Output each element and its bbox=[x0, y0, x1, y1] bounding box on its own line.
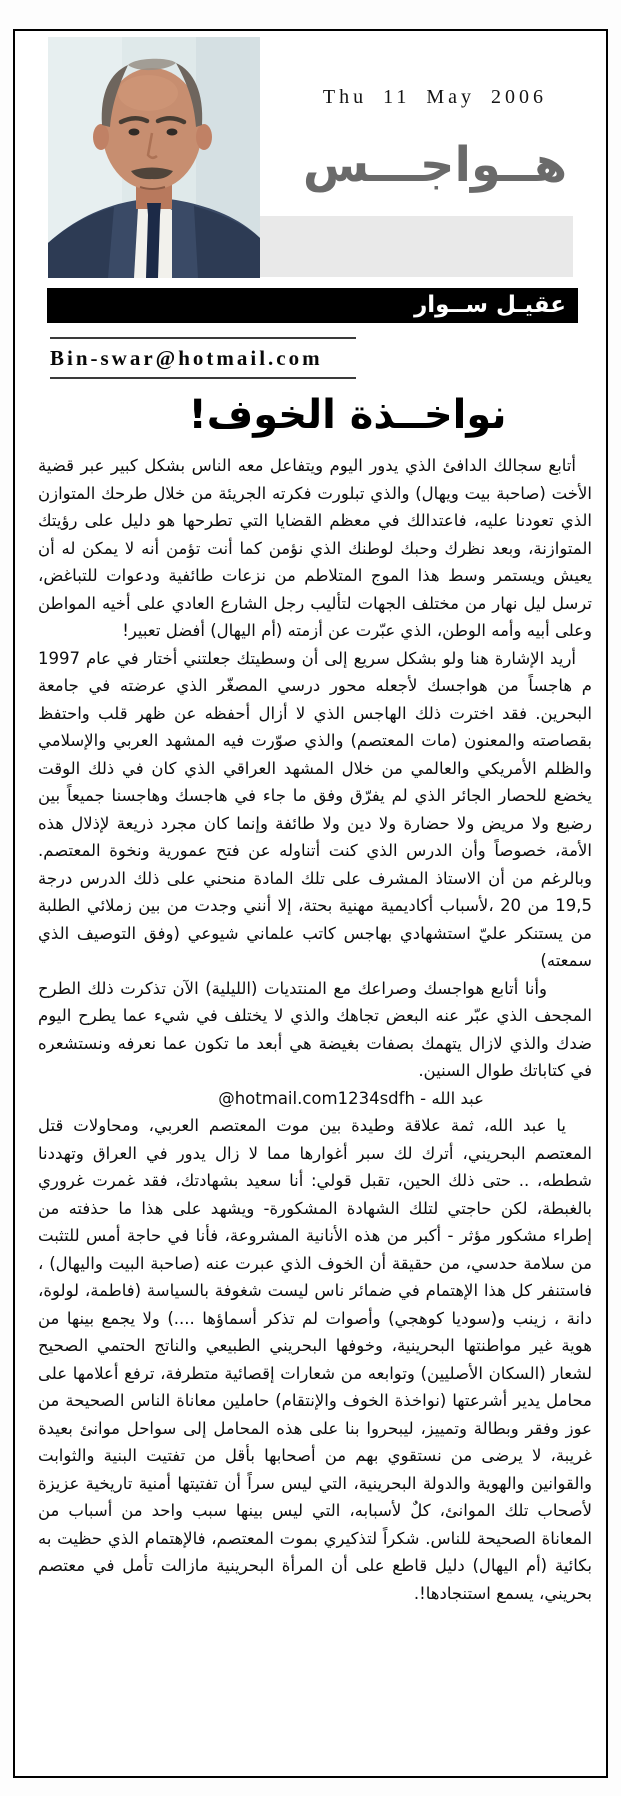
publication-date: Thu 11 May 2006 bbox=[322, 86, 548, 108]
author-name: عقيـل ســوار bbox=[414, 292, 566, 318]
paragraph-4: يا عبد الله، ثمة علاقة وطيدة بين موت المعتصم العربي، ومحاولات قتل المعتصم البحريني، أترك لك سبر أغوارها مما لا زال يدور في العراق وتهددنا شططه، .. حتى ذلك الحين، تقبل قولي: أنا سعيد بشهادتك، فقد غمرت غروري بالغبطة، لكن حاجتي لتلك الشهادة المشكورة- ويشهد على هذا ما حذفته من إطراء مشكور مؤثر - أكبر من هذه الأنانية المشروعة، فأنا في حاجة أمس للتثبت من سلامة حدسي، من حقيقة أن الخوف الذي عبرت عنه (صاحبة البيت واليهال) ، فاستنفر كل هذا الإهتمام في ضمائر ناس ليست شغوفة بالسياسة (فاطمة، لولوة، دانة ، زينب و(سوديا كوهجي) وأصوات لم تذكر أسماؤها ....) ولا يجمع بينها من هوية غير مواطنتها البحرينية، وخوفها البحريني الطبيعي والناتج الحتمي الصحيح لشعار (السكان الأصليين) وتوابعه من شعارات إقصائية متطرفة، ترفع أعلامها على محامل يدير أشرعتها (نواخذة الخوف والإنتقام) حاملين معاناة الناس الصحيحة من عوز وفقر وبطالة وتمييز، ليبحروا بنا على هذه المحامل إلى سواحل موانئ بعيدة غريبة، لا يرضى من نستقوي بهم من أصحابها بأقل من تفتيت البنية والثوابت والقوانين والهوية والدولة البحرينية، التي ليس سراً أن تفتيتها أمنية تاريخية عزيزة لأصحاب تلك الموانئ، كلٌ لأسبابه، التي ليس بينها سبب واحد من أسباب من المعاناة الصحيحة للناس. شكراً لتذكيري بموت المعتصم، فالإهتمام الذي حظيت به بكائية (أم اليهال) دليل قاطع على أن المرأة البحرينية مازالت تأمل في معتصم بحريني، يسمع استنجادها!. bbox=[38, 1116, 592, 1603]
article-headline: نواخــذة الخوف! bbox=[188, 392, 507, 438]
paragraph-2: أريد الإشارة هنا ولو بشكل سريع إلى أن وسطيتك جعلتني أختار في عام 1997 م هاجساً من هواجسك لأجعله محور درسي المصغّر الذي عرضته في جامعة البحرين. فقد اخترت ذلك الهاجس الذي لا أزال أحفظه عن ظهر قلب واحتفظ بقصاصته والمعنون (مات المعتصم) والذي صوّرت فيه المشهد العربي والإسلامي والظلم الأمريكي والعالمي من خلال المشهد العراقي الذي كان في ذلك الوقت يخضع للحصار الجائر الذي لم يفرّق وفق ما جاء في هاجسك وهاجسنا جميعاً بين رضيع ولا مريض ولا حضارة ولا دين ولا طائفة وإنما كان مجرد ذريعة لإذلال هذه الأمة، خصوصاً وأن الدرس الذي كنت أتناوله عن فتح عمورية ونخوة المعتصم. وبالرغم من أن الاستاذ المشرف على تلك المادة منحني على ذلك الدرس درجة 19,5 من 20 ،لأسباب أكاديمية مهنية بحتة، إلا أنني وجدت من بين زملائي الطلبة من يستنكر عليّ استشهادي بهاجس كاتب علماني شيوعي (وفق التوصيف الذي سمعته) bbox=[38, 648, 592, 970]
author-photo bbox=[48, 37, 260, 278]
author-email: Bin-swar@hotmail.com bbox=[50, 346, 323, 370]
column-title: هــواجـــس bbox=[302, 137, 568, 193]
email-block bbox=[50, 337, 356, 379]
article-body bbox=[38, 452, 592, 1607]
paragraph-3: وأنا أتابع هواجسك وصراعك مع المنتديات (الليلية) الآن تذكرت ذلك الطرح المجحف الذي عبّر عنه البعض تجاهك والذي لا يختلف في شيء عما يطرح اليوم ضدك والذي لازال يتهمك بصفات بغيضة هي أبعد ما تكون عما نعرفه ونستشعره في كتاباتك طوال السنين. bbox=[38, 978, 592, 1080]
article-frame bbox=[13, 29, 608, 1778]
author-bar bbox=[47, 288, 578, 323]
paragraph-1: أتابع سجالك الدافئ الذي يدور اليوم ويتفاعل معه الناس بشكل كبير عبر قضية الأخت (صاحبة بيت ويهال) والذي تبلورت فكرته الجريئة من خلال طرحك المتوازن الذي تعودنا عليه، فاعتدالك في معظم القضايا التي تطرحها هو دليل على رؤيتك المتوازنة، وبعد نظرك وحبك لوطنك الذي نؤمن كما أنت تؤمن أنه لا يمكن له أن يعيش ويستمر وسط هذا الموج المتلاطم من نزعات طائفية ودعوات للتباغض، ترسل ليل نهار من مختلف الجهات لتأليب رجل الشارع العادي على أخيه المواطن وعلى أبيه وأمه الوطن، الذي عبّرت عن أزمته (أم اليهال) أفضل تعبير! bbox=[38, 456, 592, 640]
reader-signature: عبد الله - ‎@hotmail.com1234sdfh bbox=[218, 1088, 484, 1108]
author-photo-illustration bbox=[48, 37, 260, 278]
masthead-band bbox=[260, 216, 573, 277]
